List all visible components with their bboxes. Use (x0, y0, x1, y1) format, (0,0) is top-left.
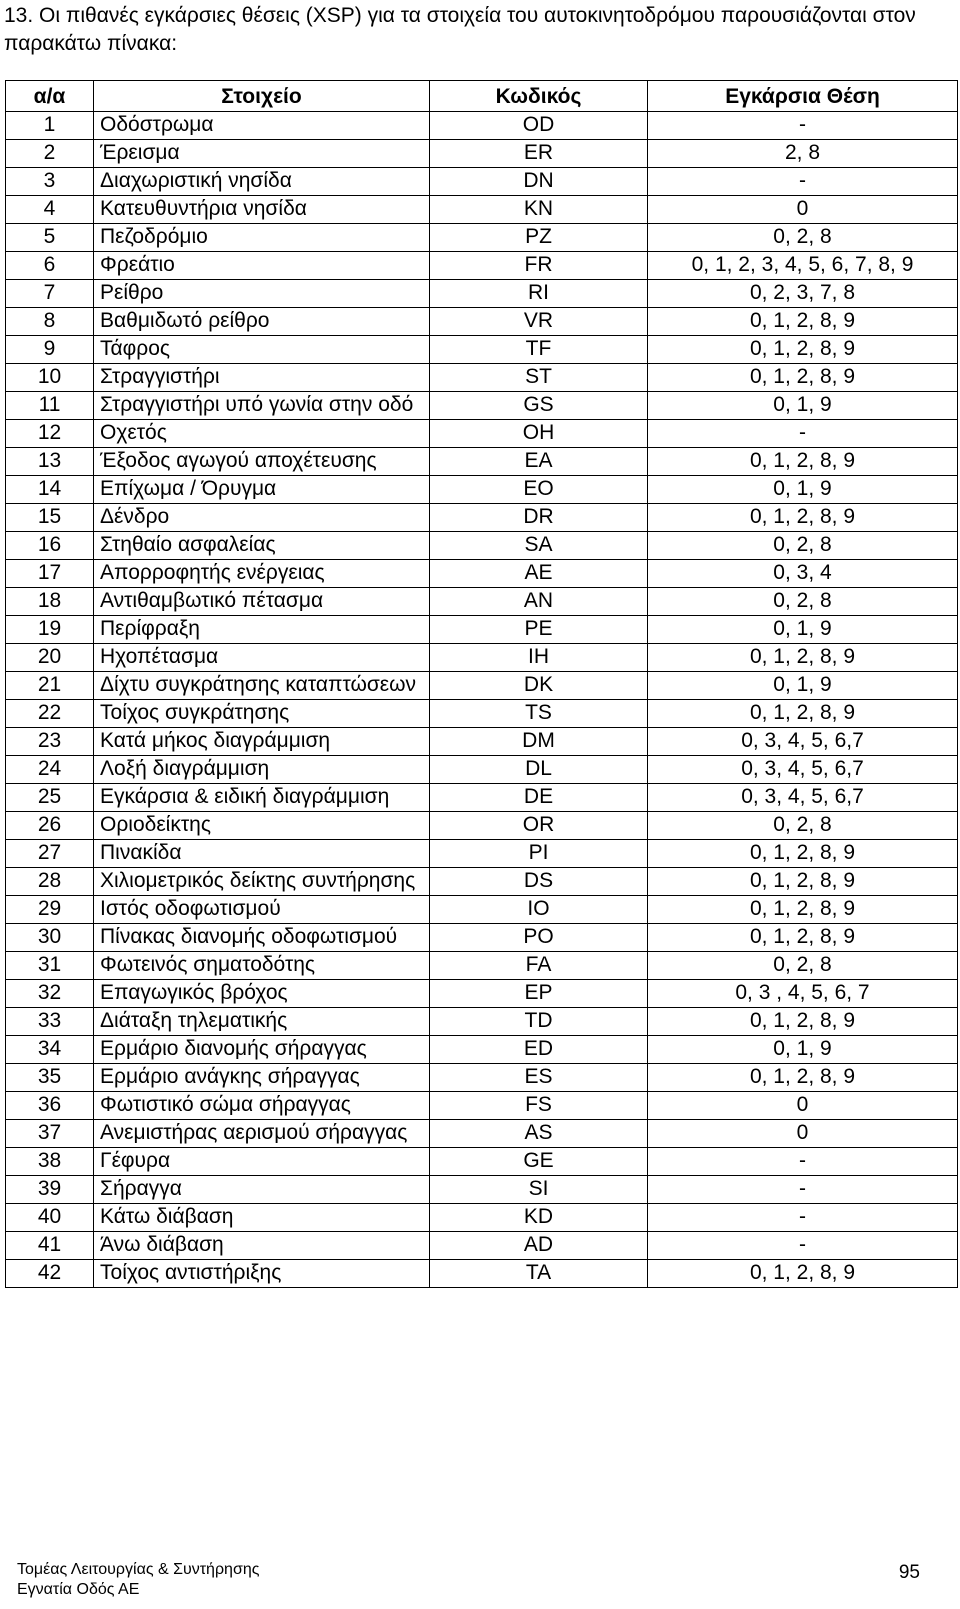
row-element: Διάταξη τηλεματικής (94, 1008, 430, 1036)
table-row (6, 952, 958, 980)
table-row (6, 196, 958, 224)
row-element: Χιλιομετρικός δείκτης συντήρησης (94, 868, 430, 896)
table-row (6, 224, 958, 252)
table-row (6, 140, 958, 168)
table-row (6, 728, 958, 756)
row-element: Διαχωριστική νησίδα (94, 168, 430, 196)
table-row (6, 840, 958, 868)
row-number: 7 (6, 280, 94, 308)
row-element: Κατά μήκος διαγράμμιση (94, 728, 430, 756)
row-position: 0, 1, 2, 8, 9 (648, 840, 958, 868)
row-code: ES (430, 1064, 648, 1092)
row-position: 0, 1, 2, 8, 9 (648, 1260, 958, 1288)
row-number: 19 (6, 616, 94, 644)
table-row (6, 280, 958, 308)
header-position: Εγκάρσια Θέση (648, 81, 958, 112)
row-number: 15 (6, 504, 94, 532)
table-row (6, 448, 958, 476)
row-element: Περίφραξη (94, 616, 430, 644)
table-row (6, 336, 958, 364)
row-code: IH (430, 644, 648, 672)
row-code: GS (430, 392, 648, 420)
row-position: 0, 3 , 4, 5, 6, 7 (648, 980, 958, 1008)
header-code: Κωδικός (430, 81, 648, 112)
row-code: OH (430, 420, 648, 448)
row-element: Οδόστρωμα (94, 112, 430, 140)
row-number: 36 (6, 1092, 94, 1120)
row-element: Επίχωμα / Όρυγμα (94, 476, 430, 504)
row-element: Ηχοπέτασμα (94, 644, 430, 672)
row-number: 20 (6, 644, 94, 672)
page-number: 95 (898, 1562, 920, 1583)
row-element: Πίνακας διανομής οδοφωτισμού (94, 924, 430, 952)
row-code: PZ (430, 224, 648, 252)
row-element: Τάφρος (94, 336, 430, 364)
table-row (6, 1204, 958, 1232)
row-number: 1 (6, 112, 94, 140)
row-code: AD (430, 1232, 648, 1260)
row-element: Πεζοδρόμιο (94, 224, 430, 252)
row-code: ST (430, 364, 648, 392)
row-element: Τοίχος συγκράτησης (94, 700, 430, 728)
row-position: 0, 1, 2, 8, 9 (648, 448, 958, 476)
row-position: 0, 1, 2, 8, 9 (648, 364, 958, 392)
row-number: 6 (6, 252, 94, 280)
row-position: 0, 2, 8 (648, 532, 958, 560)
table-body (6, 112, 958, 1288)
row-element: Τοίχος αντιστήριξης (94, 1260, 430, 1288)
row-code: RI (430, 280, 648, 308)
table-row (6, 1064, 958, 1092)
row-number: 28 (6, 868, 94, 896)
row-position: 0, 1, 2, 3, 4, 5, 6, 7, 8, 9 (648, 252, 958, 280)
row-number: 10 (6, 364, 94, 392)
row-code: FS (430, 1092, 648, 1120)
row-element: Εγκάρσια & ειδική διαγράμμιση (94, 784, 430, 812)
row-position: 0, 1, 2, 8, 9 (648, 336, 958, 364)
row-position: 0, 1, 9 (648, 672, 958, 700)
row-position: 0, 2, 8 (648, 812, 958, 840)
row-code: KN (430, 196, 648, 224)
row-element: Δένδρο (94, 504, 430, 532)
row-number: 12 (6, 420, 94, 448)
table-row (6, 672, 958, 700)
table-row (6, 812, 958, 840)
row-position: 0, 1, 2, 8, 9 (648, 700, 958, 728)
row-position: - (648, 112, 958, 140)
table-row (6, 504, 958, 532)
row-element: Δίχτυ συγκράτησης καταπτώσεων (94, 672, 430, 700)
row-position: 0, 1, 2, 8, 9 (648, 1064, 958, 1092)
row-number: 31 (6, 952, 94, 980)
row-element: Ερμάριο διανομής σήραγγας (94, 1036, 430, 1064)
row-code: OD (430, 112, 648, 140)
row-number: 40 (6, 1204, 94, 1232)
row-element: Έρεισμα (94, 140, 430, 168)
row-element: Φωτιστικό σώμα σήραγγας (94, 1092, 430, 1120)
header-element: Στοιχείο (94, 81, 430, 112)
row-position: 0, 2, 8 (648, 224, 958, 252)
row-element: Ιστός οδοφωτισμού (94, 896, 430, 924)
row-code: TD (430, 1008, 648, 1036)
row-number: 42 (6, 1260, 94, 1288)
row-number: 13 (6, 448, 94, 476)
xsp-table (5, 80, 958, 1288)
row-element: Έξοδος αγωγού αποχέτευσης (94, 448, 430, 476)
table-row (6, 252, 958, 280)
row-position: 0, 3, 4 (648, 560, 958, 588)
row-position: 0, 3, 4, 5, 6,7 (648, 756, 958, 784)
footer (17, 1560, 259, 1600)
table-row (6, 364, 958, 392)
row-code: ED (430, 1036, 648, 1064)
row-code: AN (430, 588, 648, 616)
row-position: - (648, 1232, 958, 1260)
row-number: 4 (6, 196, 94, 224)
row-number: 17 (6, 560, 94, 588)
row-element: Οχετός (94, 420, 430, 448)
table-row (6, 1036, 958, 1064)
row-code: GE (430, 1148, 648, 1176)
row-code: DS (430, 868, 648, 896)
table-row (6, 1120, 958, 1148)
row-code: EA (430, 448, 648, 476)
row-number: 32 (6, 980, 94, 1008)
row-code: DE (430, 784, 648, 812)
row-number: 23 (6, 728, 94, 756)
row-number: 39 (6, 1176, 94, 1204)
row-code: TF (430, 336, 648, 364)
row-position: 0, 2, 8 (648, 588, 958, 616)
table-row (6, 1092, 958, 1120)
row-code: AS (430, 1120, 648, 1148)
row-element: Λοξή διαγράμμιση (94, 756, 430, 784)
header-no: α/α (6, 81, 94, 112)
row-number: 30 (6, 924, 94, 952)
row-element: Πινακίδα (94, 840, 430, 868)
row-position: 0, 1, 2, 8, 9 (648, 1008, 958, 1036)
row-position: - (648, 1176, 958, 1204)
row-position: 0, 1, 2, 8, 9 (648, 644, 958, 672)
row-element: Φρεάτιο (94, 252, 430, 280)
row-position: 0, 1, 2, 8, 9 (648, 868, 958, 896)
row-number: 11 (6, 392, 94, 420)
row-code: FR (430, 252, 648, 280)
row-element: Αντιθαμβωτικό πέτασμα (94, 588, 430, 616)
table-row (6, 392, 958, 420)
table-row (6, 784, 958, 812)
row-position: 0 (648, 1092, 958, 1120)
row-position: - (648, 168, 958, 196)
row-number: 41 (6, 1232, 94, 1260)
footer-department: Τομέας Λειτουργίας & Συντήρησης (17, 1561, 260, 1578)
row-code: FA (430, 952, 648, 980)
row-position: 0, 1, 9 (648, 616, 958, 644)
table-row (6, 616, 958, 644)
row-element: Ρείθρο (94, 280, 430, 308)
row-number: 18 (6, 588, 94, 616)
row-position: 0, 1, 9 (648, 392, 958, 420)
row-element: Ανεμιστήρας αερισμού σήραγγας (94, 1120, 430, 1148)
row-element: Στραγγιστήρι (94, 364, 430, 392)
row-code: SA (430, 532, 648, 560)
row-position: - (648, 1204, 958, 1232)
row-position: 0, 3, 4, 5, 6,7 (648, 728, 958, 756)
row-number: 9 (6, 336, 94, 364)
row-number: 24 (6, 756, 94, 784)
row-code: DR (430, 504, 648, 532)
table-row (6, 420, 958, 448)
table-row (6, 1176, 958, 1204)
table-row (6, 924, 958, 952)
row-code: SI (430, 1176, 648, 1204)
row-position: 0, 2, 3, 7, 8 (648, 280, 958, 308)
table-row (6, 112, 958, 140)
table-header-row (6, 81, 958, 112)
row-position: - (648, 420, 958, 448)
row-position: 0 (648, 1120, 958, 1148)
table-row (6, 700, 958, 728)
row-element: Οριοδείκτης (94, 812, 430, 840)
row-code: TA (430, 1260, 648, 1288)
table-row (6, 756, 958, 784)
row-element: Βαθμιδωτό ρείθρο (94, 308, 430, 336)
row-position: 0, 1, 2, 8, 9 (648, 504, 958, 532)
row-number: 37 (6, 1120, 94, 1148)
row-element: Στηθαίο ασφαλείας (94, 532, 430, 560)
row-position: 0, 3, 4, 5, 6,7 (648, 784, 958, 812)
row-number: 21 (6, 672, 94, 700)
table-row (6, 1232, 958, 1260)
row-element: Κάτω διάβαση (94, 1204, 430, 1232)
row-position: 0, 1, 2, 8, 9 (648, 924, 958, 952)
row-element: Σήραγγα (94, 1176, 430, 1204)
row-code: EP (430, 980, 648, 1008)
row-position: 0, 1, 9 (648, 476, 958, 504)
table-row (6, 1260, 958, 1288)
row-code: PE (430, 616, 648, 644)
table-row (6, 980, 958, 1008)
row-code: PI (430, 840, 648, 868)
row-code: DN (430, 168, 648, 196)
table-row (6, 560, 958, 588)
row-number: 25 (6, 784, 94, 812)
row-number: 29 (6, 896, 94, 924)
table-row (6, 308, 958, 336)
row-code: DM (430, 728, 648, 756)
row-number: 14 (6, 476, 94, 504)
row-number: 3 (6, 168, 94, 196)
row-number: 16 (6, 532, 94, 560)
table-row (6, 532, 958, 560)
row-number: 5 (6, 224, 94, 252)
row-number: 33 (6, 1008, 94, 1036)
table-row (6, 1148, 958, 1176)
row-number: 35 (6, 1064, 94, 1092)
row-number: 22 (6, 700, 94, 728)
row-element: Ερμάριο ανάγκης σήραγγας (94, 1064, 430, 1092)
row-position: 0 (648, 196, 958, 224)
table-row (6, 868, 958, 896)
row-position: 2, 8 (648, 140, 958, 168)
row-element: Στραγγιστήρι υπό γωνία στην οδό (94, 392, 430, 420)
row-number: 34 (6, 1036, 94, 1064)
row-position: - (648, 1148, 958, 1176)
intro-paragraph: 13. Οι πιθανές εγκάρσιες θέσεις (XSP) για τα στοιχεία του αυτοκινητοδρόμου παρουσιάζονται στον παρακάτω πίνακα: (4, 4, 916, 55)
table-row (6, 588, 958, 616)
row-code: DK (430, 672, 648, 700)
row-code: EO (430, 476, 648, 504)
row-code: AE (430, 560, 648, 588)
table-row (6, 896, 958, 924)
footer-company: Εγνατία Οδός ΑΕ (17, 1581, 140, 1598)
row-position: 0, 1, 2, 8, 9 (648, 896, 958, 924)
row-position: 0, 1, 2, 8, 9 (648, 308, 958, 336)
table-row (6, 1008, 958, 1036)
row-position: 0, 2, 8 (648, 952, 958, 980)
row-code: VR (430, 308, 648, 336)
row-number: 2 (6, 140, 94, 168)
row-element: Απορροφητής ενέργειας (94, 560, 430, 588)
table-row (6, 476, 958, 504)
row-element: Γέφυρα (94, 1148, 430, 1176)
row-element: Φωτεινός σηματοδότης (94, 952, 430, 980)
row-code: ER (430, 140, 648, 168)
row-code: PO (430, 924, 648, 952)
row-code: OR (430, 812, 648, 840)
row-position: 0, 1, 9 (648, 1036, 958, 1064)
row-number: 8 (6, 308, 94, 336)
row-code: IO (430, 896, 648, 924)
row-number: 26 (6, 812, 94, 840)
row-number: 27 (6, 840, 94, 868)
row-element: Κατευθυντήρια νησίδα (94, 196, 430, 224)
row-element: Επαγωγικός βρόχος (94, 980, 430, 1008)
row-code: TS (430, 700, 648, 728)
table-row (6, 168, 958, 196)
row-code: DL (430, 756, 648, 784)
row-element: Άνω διάβαση (94, 1232, 430, 1260)
row-code: KD (430, 1204, 648, 1232)
row-number: 38 (6, 1148, 94, 1176)
table-row (6, 644, 958, 672)
